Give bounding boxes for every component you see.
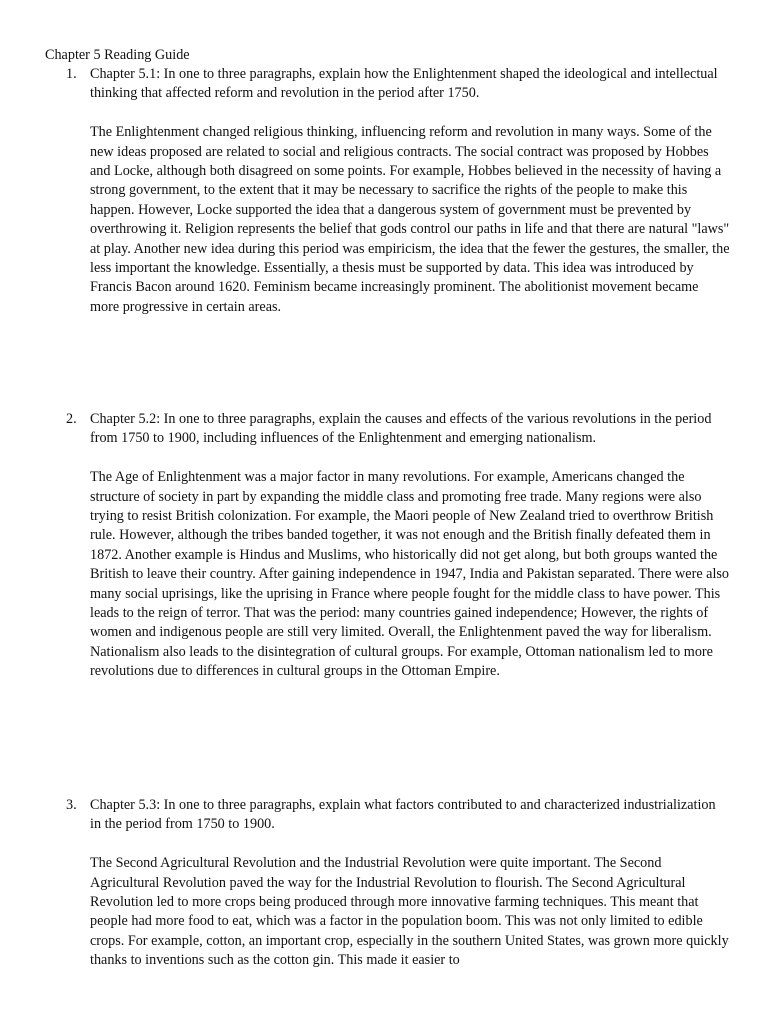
- question-1: [66, 65, 730, 317]
- question-number: 1.: [66, 66, 77, 82]
- answer-paragraph: The Enlightenment changed religious thinking, influencing reform and revolution in many ways. Some of the new ideas proposed are related to social and religious contracts. The social contract was proposed by Hobbes and Locke, although both disagreed on some points. For example, Hobbes believed in the necessity of having a strong government, to the extent that it may be necessary to sacrifice the rights of the people to make this happen. However, Locke supported the idea that a dangerous system of government must be prevented by overthrowing it. Religion represents the belief that gods control our paths in life and that there are natural "laws" at play. Another new idea during this period was empiricism, the idea that the fewer the gestures, the smaller, the less important the knowledge. Essentially, a thesis must be supported by data. This idea was introduced by Francis Bacon around 1620. Feminism became increasingly prominent. The abolitionist movement became more progressive in certain areas.: [90, 124, 730, 315]
- question-number: 2.: [66, 411, 77, 427]
- question-prompt-text: Chapter 5.1: In one to three paragraphs, explain how the Enlightenment shaped the ideological and intellectual thinking that affected reform and revolution in the period after 1750.: [90, 66, 718, 102]
- question-prompt: [66, 65, 730, 104]
- question-3: [66, 796, 730, 971]
- question-number: 3.: [66, 797, 77, 813]
- answer-paragraph: The Age of Enlightenment was a major factor in many revolutions. For example, Americans changed the structure of society in part by expanding the middle class and promoting free trade. Many regions were also trying to resist British colonization. For example, the Maori people of New Zealand tried to overthrow British rule. However, although the tribes banded together, it was not enough and the British finally defeated them in 1872. Another example is Hindus and Muslims, who historically did not get along, but both groups wanted the British to leave their country. After gaining independence in 1947, India and Pakistan separated. There were also many social uprisings, like the uprising in France where people fought for the middle class to have power. This leads to the reign of terror. That was the period: many countries gained independence; However, the rights of women and indigenous people are still very limited. Overall, the Enlightenment paved the way for liberalism. Nationalism also leads to the disintegration of cultural groups. For example, Ottoman nationalism led to more revolutions due to differences in cultural groups in the Ottoman Empire.: [90, 469, 730, 680]
- question-prompt-text: Chapter 5.2: In one to three paragraphs, explain the causes and effects of the various revolutions in the period from 1750 to 1900, including influences of the Enlightenment and emerging nationalism.: [90, 411, 712, 447]
- question-prompt-text: Chapter 5.3: In one to three paragraphs, explain what factors contributed to and characterized industrialization in the period from 1750 to 1900.: [90, 797, 716, 833]
- question-prompt: [66, 796, 730, 835]
- answer-paragraph: The Second Agricultural Revolution and the Industrial Revolution were quite important. The Second Agricultural Revolution paved the way for the Industrial Revolution to flourish. The Second Agricultural Revolution led to more crops being produced through more innovative farming techniques. This meant that people had more food to eat, which was a factor in the population boom. This was not only limited to edible crops. For example, cotton, an important crop, especially in the southern United States, was grown more quickly thanks to inventions such as the cotton gin. This made it easier to: [90, 855, 729, 969]
- document-title: Chapter 5 Reading Guide: [45, 47, 190, 63]
- question-prompt: [66, 410, 730, 449]
- question-2: [66, 410, 730, 682]
